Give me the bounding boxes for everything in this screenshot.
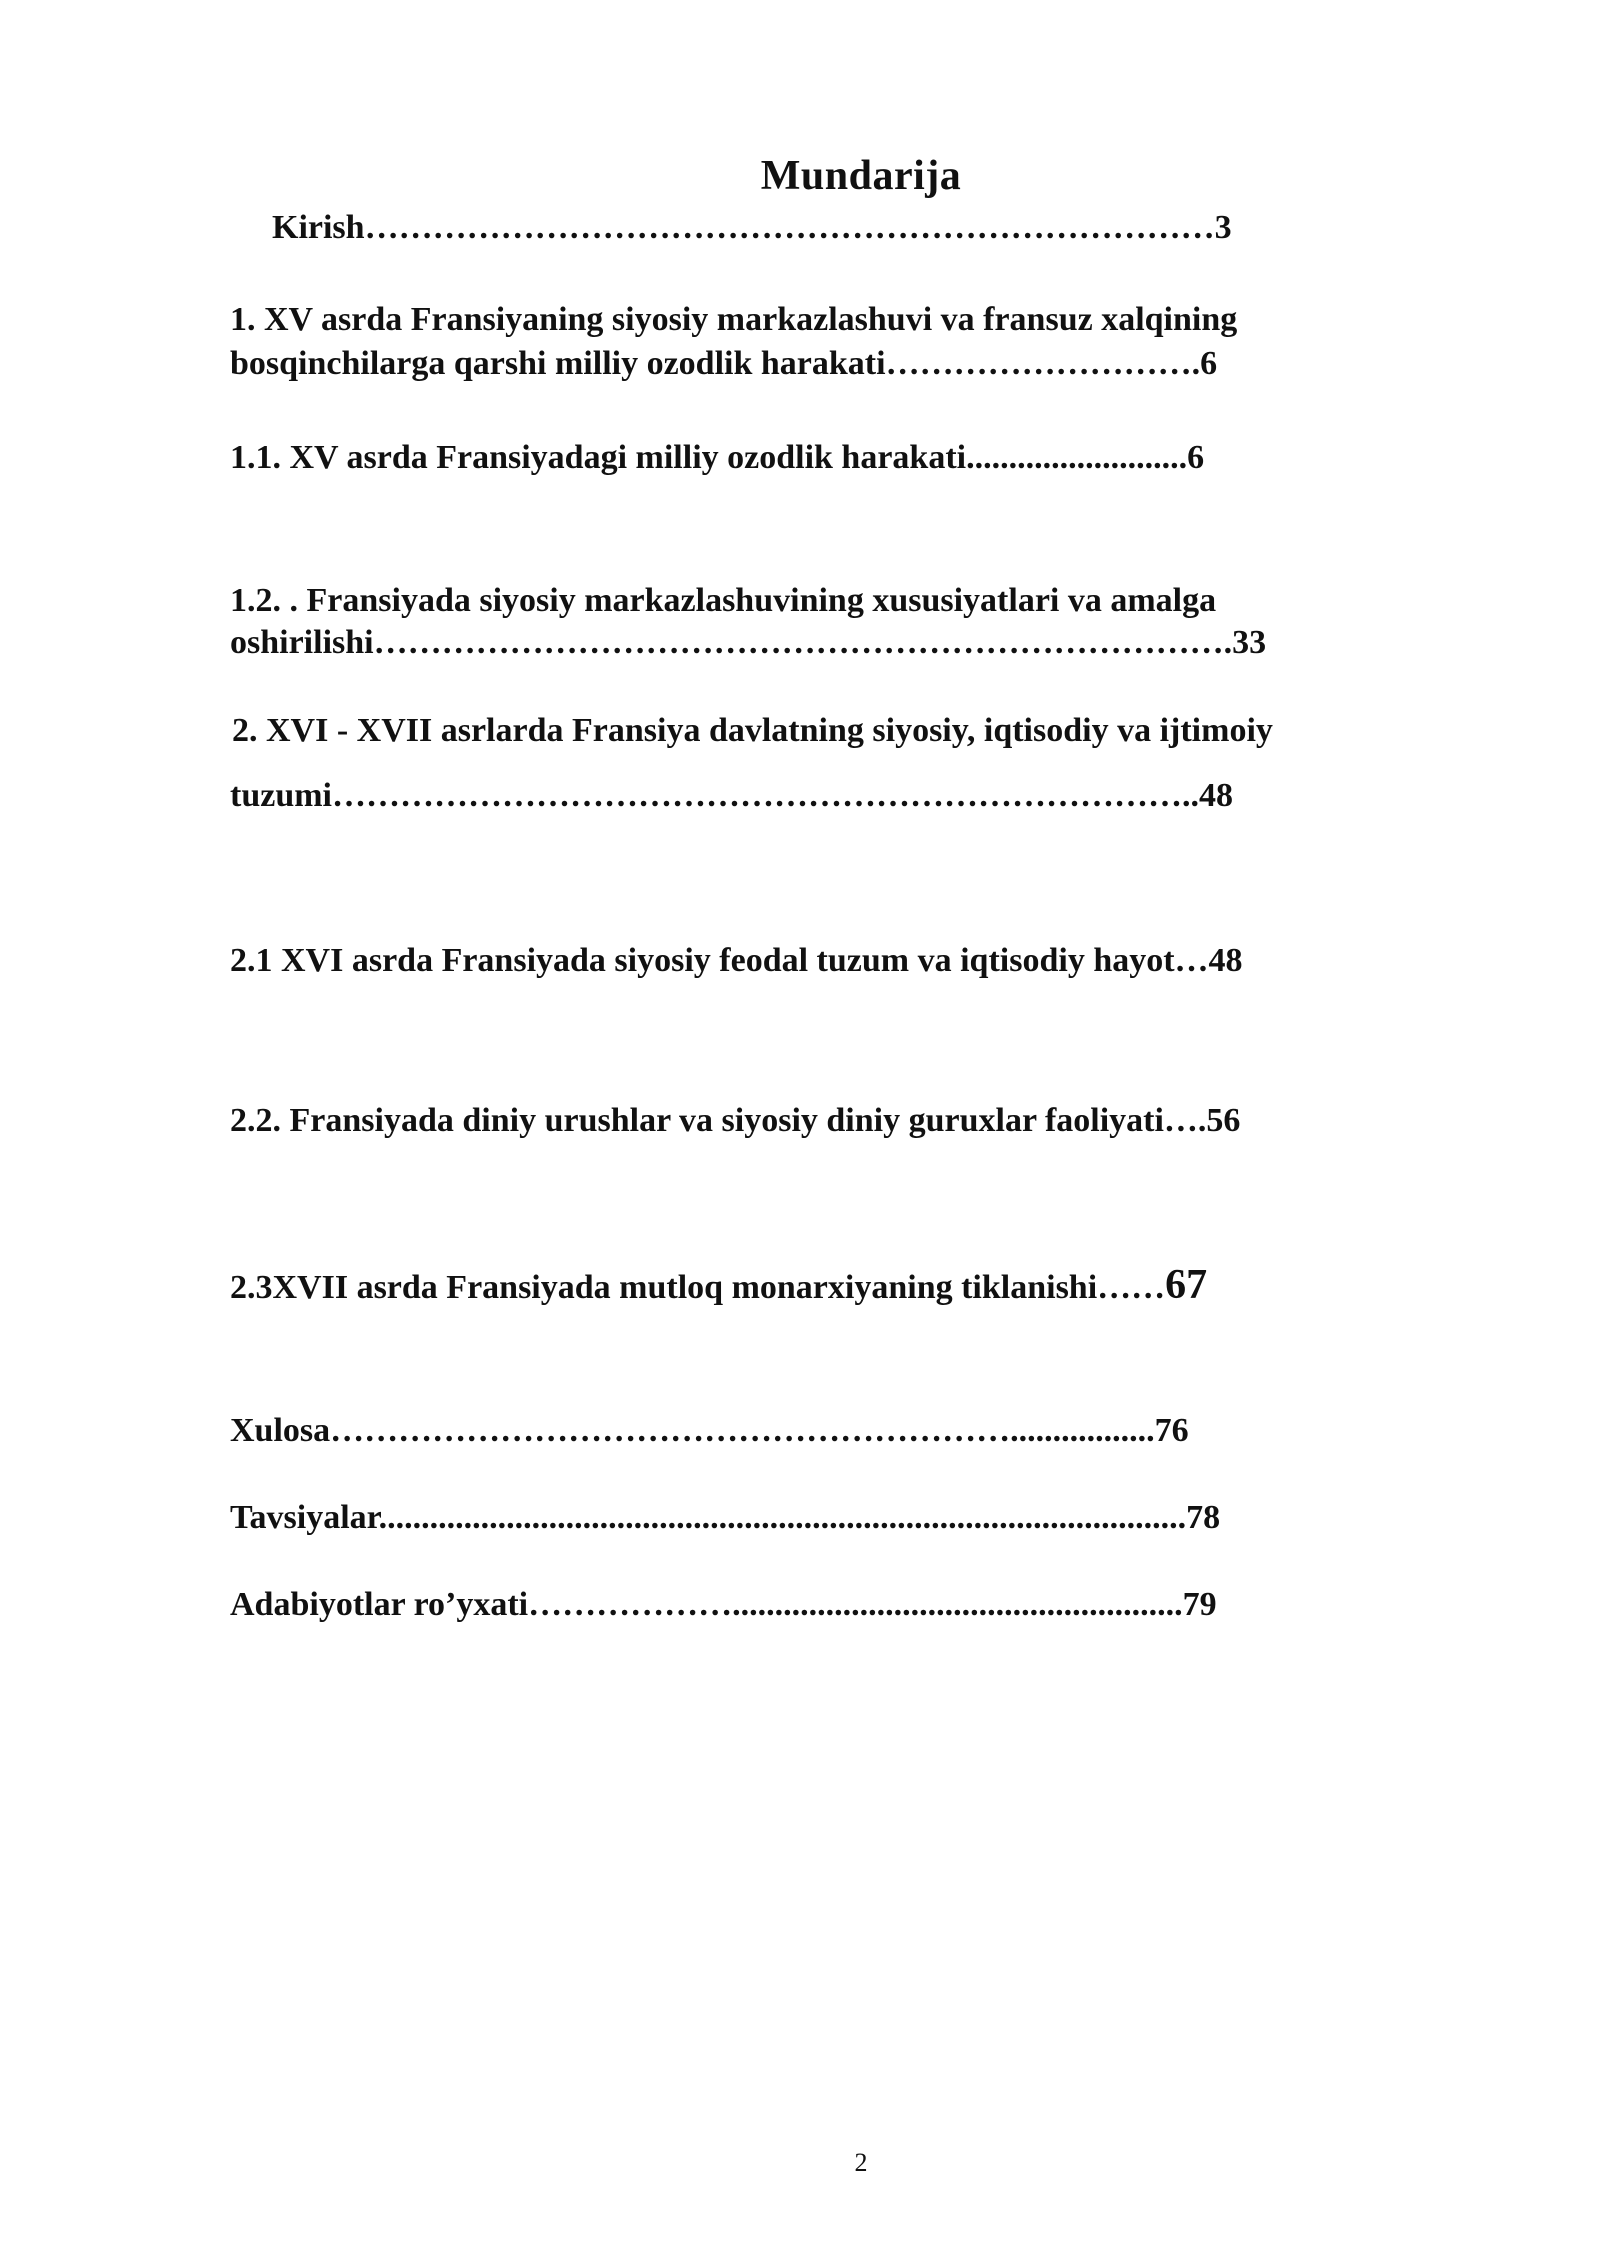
page-title: Mundarija — [760, 153, 962, 199]
toc-entry-section-1-2-line-1: 1.2. . Fransiyada siyosiy markazlashuvining xususiyatlari va amalga — [230, 582, 1217, 619]
toc-entry-chapter-2-line-2: tuzumi…………………………………………………………………..48 — [230, 777, 1233, 814]
toc-entry-tavsiyalar: Tavsiyalar...............................................................................................78 — [230, 1499, 1221, 1536]
toc-entry-chapter-2-line-1: 2. XVI - XVII asrlarda Fransiya davlatning siyosiy, iqtisodiy va ijtimoiy — [232, 712, 1273, 749]
toc-entry-section-1-2-line-2: oshirilishi………………………………………………………………….33 — [230, 624, 1267, 661]
toc-entry-chapter-1-line-2: bosqinchilarga qarshi milliy ozodlik harakati……………………….6 — [230, 345, 1218, 382]
toc-entry-section-2-3 — [230, 1264, 1207, 1306]
toc-entry-section-2-3-text: 2.3XVII asrda Fransiyada mutloq monarxiyaning tiklanishi — [230, 1269, 1098, 1306]
toc-entry-section-2-3-page: 67 — [1165, 1262, 1208, 1308]
toc-entry-section-2-3-dots: …… — [1097, 1269, 1166, 1306]
toc-entry-adabiyotlar: Adabiyotlar ro’yxati……………….....................................................79 — [230, 1586, 1217, 1623]
toc-entry-kirish: Kirish…………………………………………………………………3 — [272, 209, 1232, 246]
toc-entry-section-2-1: 2.1 XVI asrda Fransiyada siyosiy feodal tuzum va iqtisodiy hayot…48 — [230, 942, 1243, 979]
toc-entry-xulosa: Xulosa…………………………………………………….................76 — [230, 1412, 1189, 1449]
toc-entry-chapter-1-line-1: 1. XV asrda Fransiyaning siyosiy markazlashuvi va fransuz xalqining — [230, 301, 1238, 338]
toc-entry-section-2-2: 2.2. Fransiyada diniy urushlar va siyosiy diniy guruxlar faoliyati….56 — [230, 1102, 1241, 1139]
toc-entry-section-1-1: 1.1. XV asrda Fransiyadagi milliy ozodlik harakati..........................6 — [230, 439, 1205, 476]
page-number: 2 — [854, 2148, 868, 2177]
